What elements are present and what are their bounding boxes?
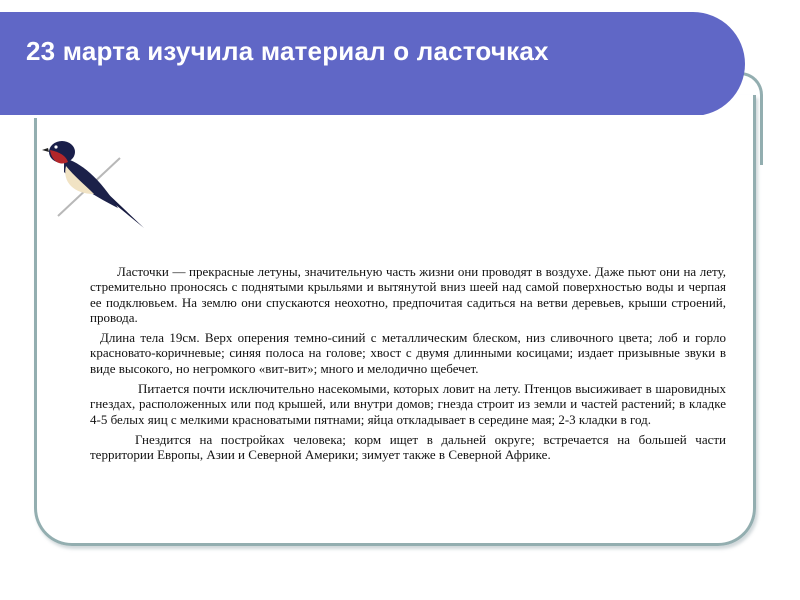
paragraph-flight: Ласточки — прекрасные летуны, значительную часть жизни они проводят в воздухе. Даже пьют они на лету, стремительно проносясь с поднятыми крыльями и вытянутой вниз шеей над самой поверхностью воды и черпая ее подклювьем. На землю они спускаются неохотно, предпочитая садиться на ветви деревьев, крыши строений, провода. [90,264,726,325]
article-text [90,264,726,468]
paragraph-appearance: Длина тела 19см. Верх оперения темно-синий с металлическим блеском, низ сливочного цвета; лоб и горло красновато-коричневые; синяя полоса на голове; хвост с двумя длинными косицами; издает призывные звуки в виде высокого, но негромкого «вит-вит»; много и мелодично щебечет. [90,330,726,376]
swallow-image [40,132,150,232]
title-underline [0,115,706,118]
slide-title: 23 марта изучила материал о ласточках [26,36,549,66]
paragraph-habitat: Гнездится на постройках человека; корм ищет в дальней округе; встречается на большей части территории Европы, Азии и Северной Америки; зимует также в Северной Африке. [90,431,726,463]
paragraph-feeding: Питается почти исключительно насекомыми, которых ловит на лету. Птенцов высиживает в шаровидных гнездах, расположенных или под крышей, или внутри домов; гнезда строит из земли и частей растений; в кладке 4-5 белых яиц с мелкими красноватыми пятнами; яйца откладывает в середине мая; 2-3 кладки в год. [90,381,726,427]
